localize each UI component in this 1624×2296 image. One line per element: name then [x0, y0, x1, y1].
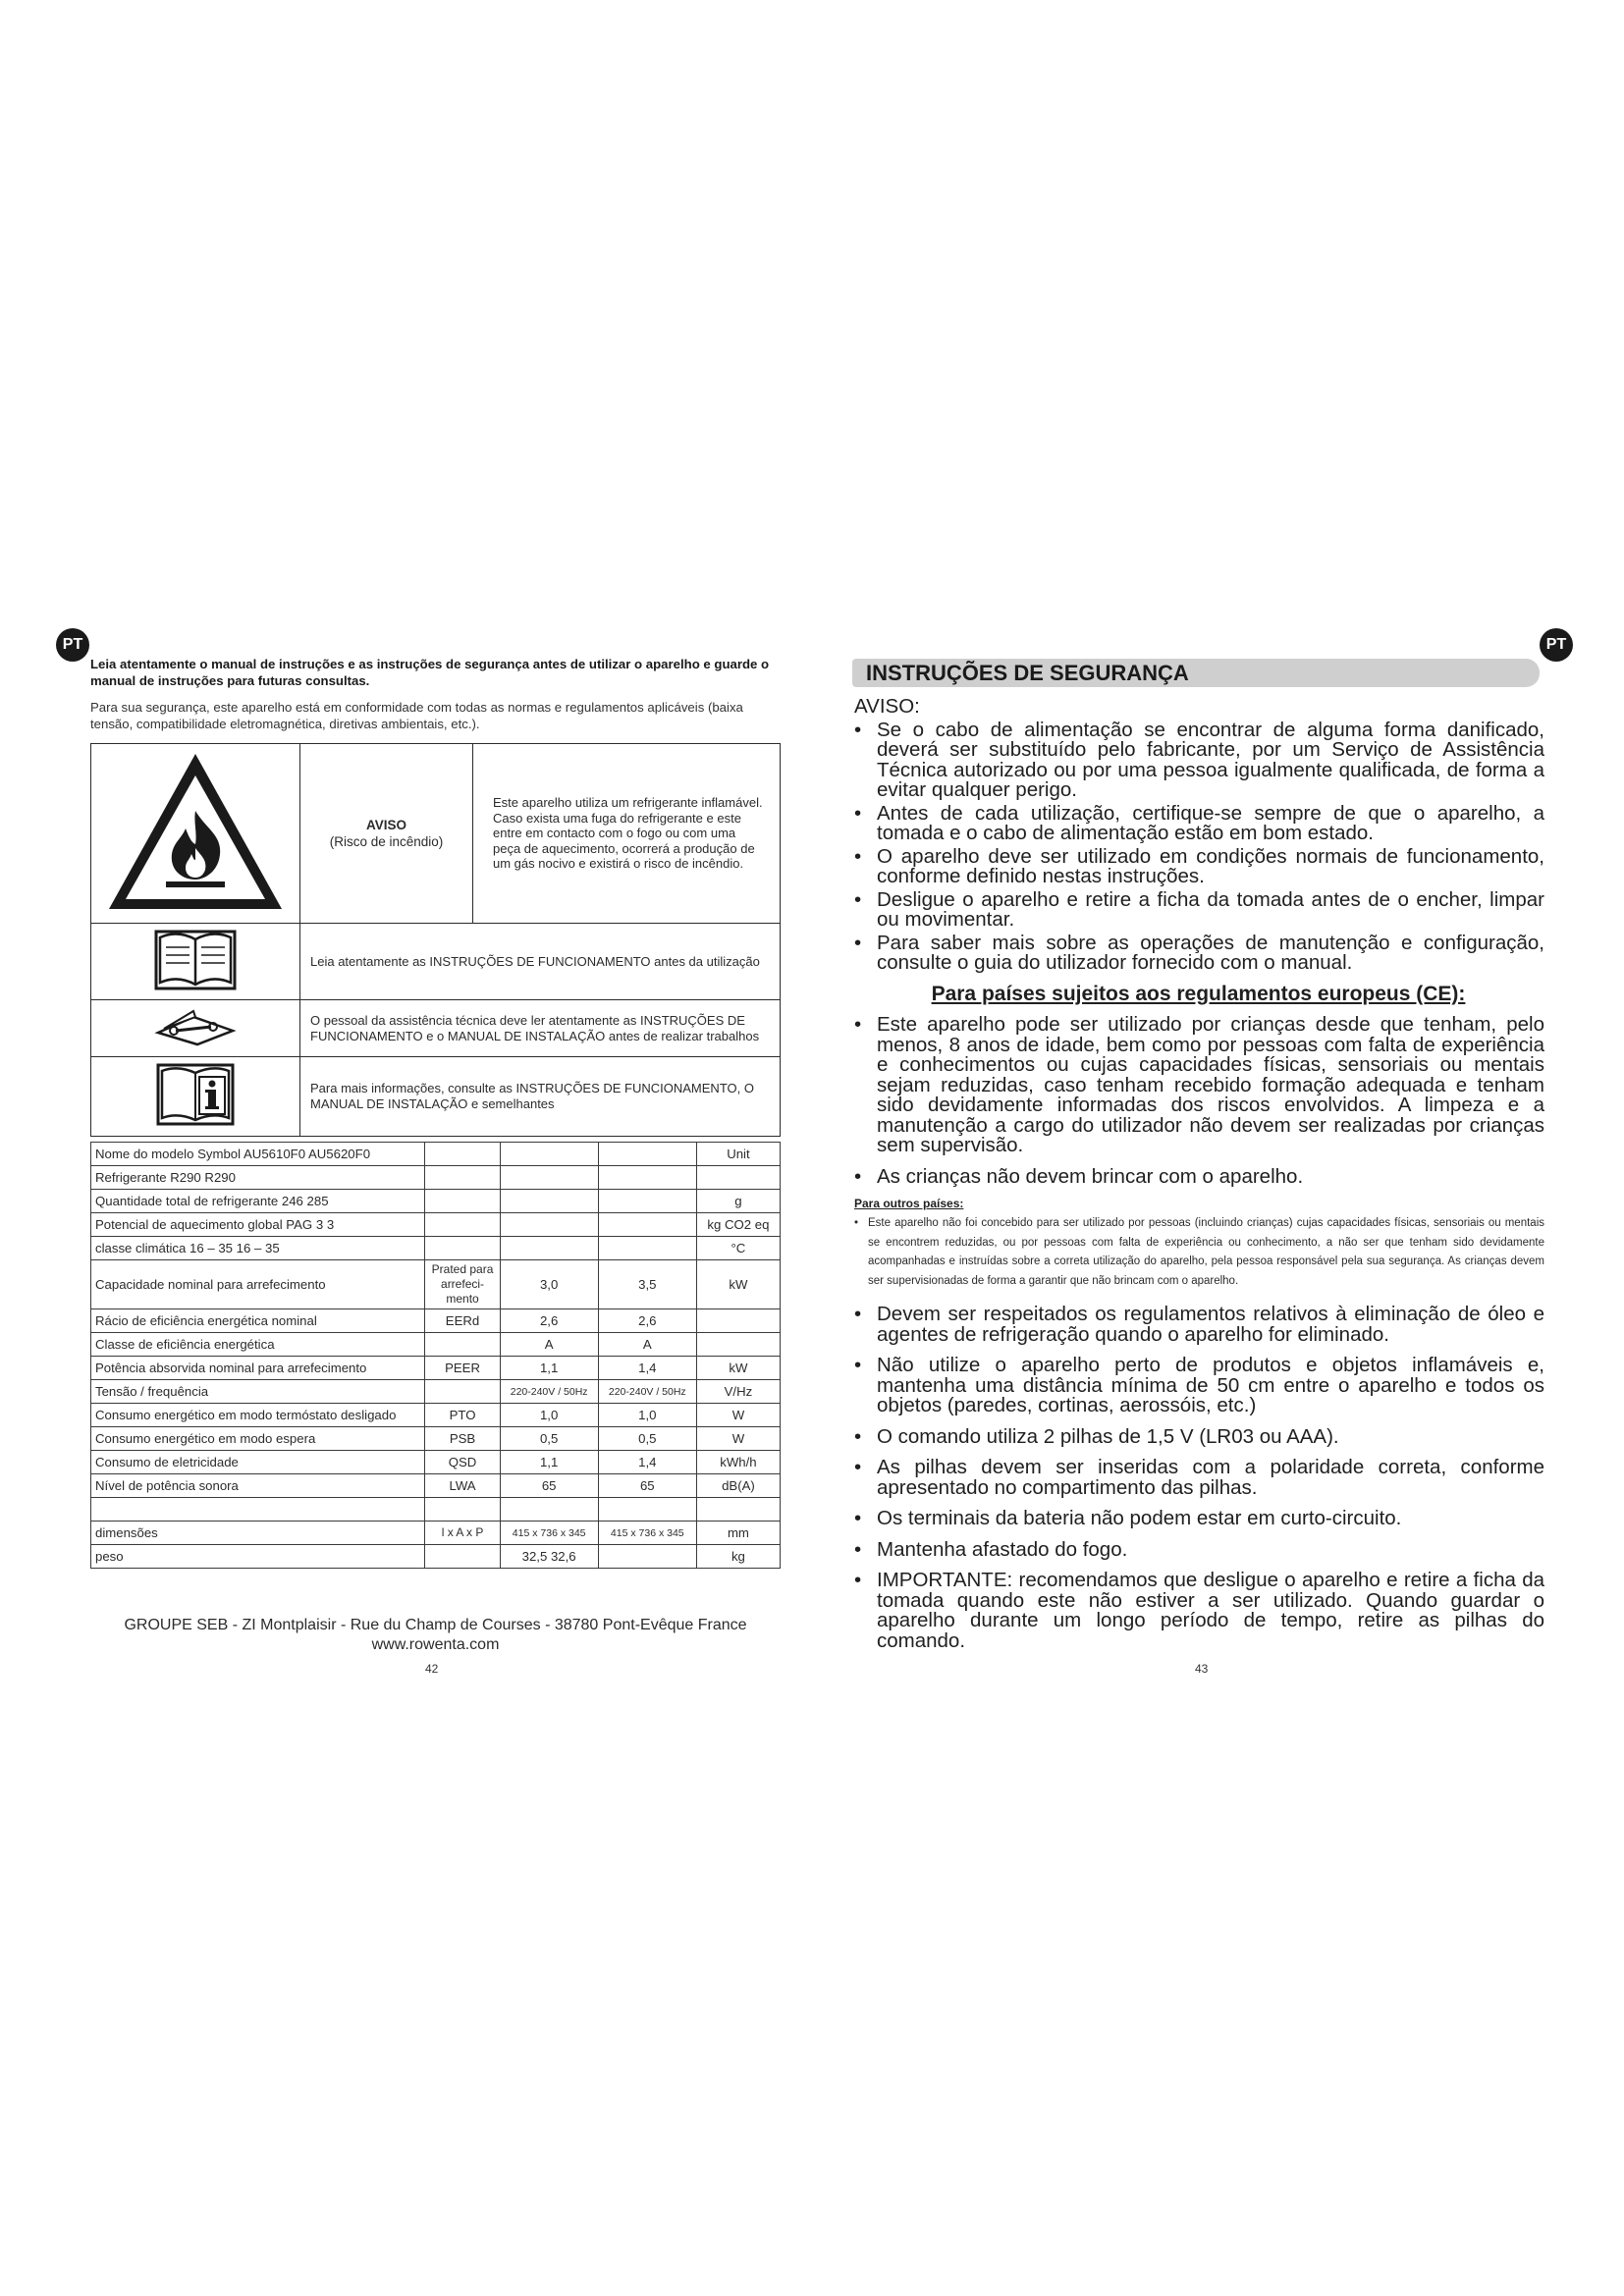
- manual-cell: [91, 923, 300, 1000]
- spec-cell-label: Refrigerante R290 R290: [91, 1166, 425, 1190]
- spec-cell-v1: 1,0: [500, 1404, 598, 1427]
- spec-cell-v2: 1,0: [598, 1404, 696, 1427]
- bullet-item: • Antes de cada utilização, certifique-se sempre de que o aparelho, a tomada e o cabo de alimentação estão em bom estado.: [852, 804, 1544, 844]
- page-number-left: 42: [425, 1662, 439, 1676]
- spec-cell-v1: 1,1: [500, 1357, 598, 1380]
- aviso-description: Este aparelho utiliza um refrigerante inflamável. Caso exista uma fuga do refrigerante e este entre em contacto com o fogo ou com uma peça de aquecimento, ocorrerá a produção de um gás nocivo e existirá o risco de incêndio.: [473, 744, 781, 924]
- spec-cell-sym: [425, 1333, 500, 1357]
- aviso-title: AVISO: [365, 817, 406, 832]
- spec-cell-label: Classe de eficiência energética: [91, 1333, 425, 1357]
- spec-cell-label: classe climática 16 – 35 16 – 35: [91, 1237, 425, 1260]
- spec-cell-v1: 65: [500, 1474, 598, 1498]
- spec-cell-unit: V/Hz: [696, 1380, 780, 1404]
- spec-row: [91, 1380, 781, 1404]
- bullet-item: • Não utilize o aparelho perto de produtos e objetos inflamáveis e, mantenha uma distância mínima de 50 cm entre o aparelho e todos os objetos (paredes, cortinas, aerossóis, etc.): [852, 1356, 1544, 1416]
- bullets-ce: [852, 1015, 1544, 1187]
- service-manual-icon: [154, 1007, 237, 1046]
- bullet-item: • Mantenha afastado do fogo.: [852, 1540, 1544, 1561]
- spec-cell-label: Capacidade nominal para arrefecimento: [91, 1260, 425, 1309]
- spec-cell-v1: [500, 1190, 598, 1213]
- spec-cell-unit: W: [696, 1427, 780, 1451]
- spec-cell-v1: 0,5: [500, 1427, 598, 1451]
- spec-cell-v2: [598, 1166, 696, 1190]
- spec-cell-v1: [500, 1143, 598, 1166]
- bullet-item: • IMPORTANTE: recomendamos que desligue o aparelho e retire a ficha da tomada quando este não estiver a ser utilizado. Quando guardar o aparelho durante um longo período de tempo, retire as pilhas do comando.: [852, 1571, 1544, 1651]
- spec-cell-label: [91, 1498, 425, 1522]
- spec-cell-unit: Unit: [696, 1143, 780, 1166]
- fire-warning-cell: [91, 744, 300, 924]
- spec-cell-sym: [425, 1166, 500, 1190]
- spec-cell-unit: kg CO2 eq: [696, 1213, 780, 1237]
- spec-cell-v1: [500, 1213, 598, 1237]
- spec-row: [91, 1166, 781, 1190]
- spec-cell-sym: PSB: [425, 1427, 500, 1451]
- spec-cell-v2: 2,6: [598, 1309, 696, 1333]
- safety-header: INSTRUÇÕES DE SEGURANÇA: [852, 659, 1540, 687]
- spec-cell-v2: 1,4: [598, 1357, 696, 1380]
- spec-cell-sym: l x A x P: [425, 1522, 500, 1545]
- spec-row: [91, 1190, 781, 1213]
- spec-cell-sym: [425, 1545, 500, 1569]
- spec-cell-sym: [425, 1237, 500, 1260]
- spec-cell-sym: [425, 1190, 500, 1213]
- aviso-heading: AVISO:: [854, 695, 920, 718]
- spec-row: [91, 1451, 781, 1474]
- spec-row: [91, 1309, 781, 1333]
- bullet-item: • Desligue o aparelho e retire a ficha da tomada antes de o encher, limpar ou movimentar.: [852, 890, 1544, 931]
- bullet-item: • O aparelho deve ser utilizado em condições normais de funcionamento, conforme definido nestas instruções.: [852, 847, 1544, 887]
- spec-cell-label: Potencial de aquecimento global PAG 3 3: [91, 1213, 425, 1237]
- spec-cell-v2: [598, 1190, 696, 1213]
- spec-cell-sym: [425, 1498, 500, 1522]
- other-countries-text: • Este aparelho não foi concebido para ser utilizado por pessoas (incluindo crianças) cujas capacidades físicas, sensoriais ou mentais se encontrem reduzidas, ou por pessoas com falta de experiência ou conhecimento, a não ser que tenham sido devidamente acompanhadas e instruídas sobre a correta utilização do aparelho, pela pessoa responsável pela sua segurança. As crianças devem ser supervisionadas de forma a garantir que não brincam com o aparelho.: [852, 1214, 1544, 1291]
- spec-row: [91, 1143, 781, 1166]
- spec-cell-v2: A: [598, 1333, 696, 1357]
- bullet-item: • As pilhas devem ser inseridas com a polaridade correta, conforme apresentado no compartimento das pilhas.: [852, 1458, 1544, 1498]
- spec-cell-label: Nome do modelo Symbol AU5610F0 AU5620F0: [91, 1143, 425, 1166]
- spec-cell-v2: [598, 1545, 696, 1569]
- spec-cell-unit: kWh/h: [696, 1451, 780, 1474]
- spec-row: [91, 1237, 781, 1260]
- spec-cell-v2: [598, 1237, 696, 1260]
- spec-row: [91, 1357, 781, 1380]
- spec-cell-v1: 1,1: [500, 1451, 598, 1474]
- aviso-label-cell: [300, 744, 473, 924]
- spec-cell-v1: 415 x 736 x 345: [500, 1522, 598, 1545]
- spec-cell-v1: 3,0: [500, 1260, 598, 1309]
- spec-cell-label: Quantidade total de refrigerante 246 285: [91, 1190, 425, 1213]
- spec-cell-label: Consumo energético em modo termóstato desligado: [91, 1404, 425, 1427]
- ce-subheading: Para países sujeitos aos regulamentos europeus (CE):: [931, 982, 1466, 1005]
- spec-cell-unit: [696, 1166, 780, 1190]
- spec-cell-v2: 3,5: [598, 1260, 696, 1309]
- spec-cell-unit: [696, 1333, 780, 1357]
- bullet-item: • Devem ser respeitados os regulamentos relativos à eliminação de óleo e agentes de refrigeração quando o aparelho for eliminado.: [852, 1305, 1544, 1345]
- spec-row: [91, 1427, 781, 1451]
- page-number-right: 43: [1195, 1662, 1209, 1676]
- spec-cell-unit: g: [696, 1190, 780, 1213]
- spec-cell-sym: [425, 1380, 500, 1404]
- spec-cell-v1: A: [500, 1333, 598, 1357]
- info-text: Para mais informações, consulte as INSTRUÇÕES DE FUNCIONAMENTO, O MANUAL DE INSTALAÇÃO e semelhantes: [300, 1057, 781, 1137]
- spec-cell-v2: 1,4: [598, 1451, 696, 1474]
- spec-row: [91, 1522, 781, 1545]
- spec-cell-v2: 415 x 736 x 345: [598, 1522, 696, 1545]
- spec-cell-v1: [500, 1498, 598, 1522]
- other-countries-subheading: Para outros países:: [854, 1197, 964, 1210]
- spec-cell-label: Tensão / frequência: [91, 1380, 425, 1404]
- manual-text: Leia atentamente as INSTRUÇÕES DE FUNCIONAMENTO antes da utilização: [300, 923, 781, 1000]
- language-badge-left: PT: [56, 628, 89, 662]
- spec-cell-sym: QSD: [425, 1451, 500, 1474]
- service-cell: [91, 1000, 300, 1057]
- bullets-additional: [852, 1305, 1544, 1651]
- spec-cell-sym: PTO: [425, 1404, 500, 1427]
- spec-cell-unit: kW: [696, 1357, 780, 1380]
- spec-cell-label: dimensões: [91, 1522, 425, 1545]
- spec-cell-v2: 0,5: [598, 1427, 696, 1451]
- spec-cell-label: Consumo energético em modo espera: [91, 1427, 425, 1451]
- spec-cell-label: Rácio de eficiência energética nominal: [91, 1309, 425, 1333]
- service-text: O pessoal da assistência técnica deve ler atentamente as INSTRUÇÕES DE FUNCIONAMENTO e o MANUAL DE INSTALAÇÃO antes de realizar trabalhos: [300, 1000, 781, 1057]
- spec-cell-unit: °C: [696, 1237, 780, 1260]
- spec-cell-v1: 32,5 32,6: [500, 1545, 598, 1569]
- spec-row: [91, 1498, 781, 1522]
- language-badge-right: PT: [1540, 628, 1573, 662]
- spec-cell-v2: [598, 1498, 696, 1522]
- footer-address: GROUPE SEB - ZI Montplaisir - Rue du Champ de Courses - 38780 Pont-Evêque France: [124, 1617, 747, 1633]
- bullet-item: • As crianças não devem brincar com o aparelho.: [852, 1167, 1544, 1188]
- spec-cell-v1: 220-240V / 50Hz: [500, 1380, 598, 1404]
- intro-normal-text: Para sua segurança, este aparelho está em conformidade com todas as normas e regulamentos aplicáveis (baixa tensão, compatibilidade eletromagnética, diretivas ambientais, etc.).: [90, 700, 743, 731]
- spec-cell-v2: [598, 1213, 696, 1237]
- spec-cell-unit: kW: [696, 1260, 780, 1309]
- spec-cell-sym: PEER: [425, 1357, 500, 1380]
- spec-cell-unit: W: [696, 1404, 780, 1427]
- intro-bold-text: Leia atentamente o manual de instruções e as instruções de segurança antes de utilizar o aparelho e guarde o manual de instruções para futuras consultas.: [90, 657, 770, 688]
- safety-instructions: [852, 697, 1544, 1654]
- spec-cell-label: peso: [91, 1545, 425, 1569]
- spec-cell-sym: [425, 1143, 500, 1166]
- spec-row: [91, 1333, 781, 1357]
- aviso-subtitle: (Risco de incêndio): [329, 833, 444, 849]
- spec-cell-unit: kg: [696, 1545, 780, 1569]
- spec-cell-sym: [425, 1213, 500, 1237]
- spec-cell-v2: 65: [598, 1474, 696, 1498]
- bullet-item: • Se o cabo de alimentação se encontrar de alguma forma danificado, deverá ser substituído pelo fabricante, por um Serviço de Assistência Técnica autorizado ou por uma pessoa igualmente qualificada, de forma a evitar qualquer perigo.: [852, 721, 1544, 801]
- specifications-table: [90, 1142, 781, 1569]
- spec-cell-label: Potência absorvida nominal para arrefecimento: [91, 1357, 425, 1380]
- flammable-warning-icon: [105, 750, 286, 913]
- spec-row: [91, 1474, 781, 1498]
- spec-cell-sym: LWA: [425, 1474, 500, 1498]
- spec-cell-v1: [500, 1237, 598, 1260]
- bullet-item: • Os terminais da bateria não podem estar em curto-circuito.: [852, 1509, 1544, 1529]
- spec-cell-unit: [696, 1498, 780, 1522]
- info-cell: [91, 1057, 300, 1137]
- bullets-general: [852, 718, 1544, 974]
- spec-cell-label: Nível de potência sonora: [91, 1474, 425, 1498]
- spec-row: [91, 1404, 781, 1427]
- spec-cell-sym: EERd: [425, 1309, 500, 1333]
- spec-cell-v1: 2,6: [500, 1309, 598, 1333]
- spec-cell-v2: 220-240V / 50Hz: [598, 1380, 696, 1404]
- spec-cell-unit: [696, 1309, 780, 1333]
- info-manual-icon: [156, 1063, 235, 1126]
- spec-cell-sym: Prated para arrefeci-mento: [425, 1260, 500, 1309]
- bullet-item: • Para saber mais sobre as operações de manutenção e configuração, consulte o guia do utilizador fornecido com o manual.: [852, 934, 1544, 974]
- footer-website: www.rowenta.com: [371, 1636, 500, 1653]
- spec-row: [91, 1213, 781, 1237]
- spec-cell-label: Consumo de eletricidade: [91, 1451, 425, 1474]
- warning-symbols-table: [90, 743, 781, 1137]
- spec-cell-unit: dB(A): [696, 1474, 780, 1498]
- spec-cell-v1: [500, 1166, 598, 1190]
- spec-row: [91, 1545, 781, 1569]
- spec-row: [91, 1260, 781, 1309]
- spec-cell-v2: [598, 1143, 696, 1166]
- bullet-item: • O comando utiliza 2 pilhas de 1,5 V (LR03 ou AAA).: [852, 1427, 1544, 1448]
- bullet-item: • Este aparelho pode ser utilizado por crianças desde que tenham, pelo menos, 8 anos de idade, bem como por pessoas com falta de experiência e conhecimentos ou cujas capacidades físicas, sensoriais ou mentais sejam reduzidas, caso tenham recebido formação adequada e tenham sido devidamente informadas dos riscos envolvidos. A limpeza e a manutenção a cargo do utilizador não devem ser realizadas por crianças sem supervisão.: [852, 1015, 1544, 1156]
- spec-cell-unit: mm: [696, 1522, 780, 1545]
- open-book-icon: [154, 930, 237, 990]
- left-intro: [90, 656, 780, 732]
